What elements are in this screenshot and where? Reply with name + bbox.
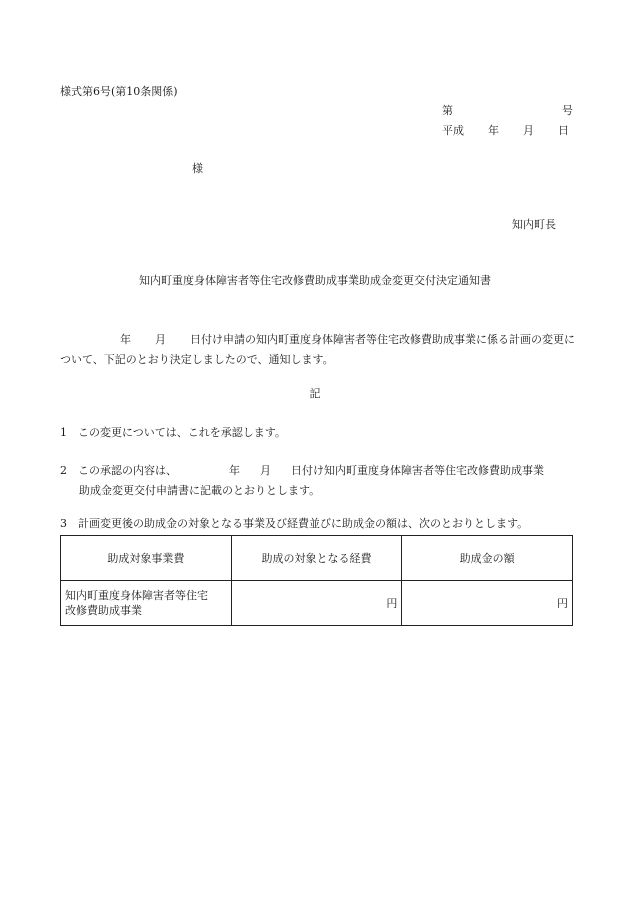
expense-cell: 円 bbox=[231, 581, 402, 626]
intro-text: 日付け申請の知内町重度身体障害者等住宅改修費助成事業に係る計画の変更について、下記のとおり決定しましたので、通知します。 bbox=[60, 333, 575, 366]
addressee-suffix: 様 bbox=[192, 162, 203, 175]
table-header-row bbox=[61, 536, 573, 581]
item-2 bbox=[60, 461, 544, 501]
project-name-line2: 改修費助成事業 bbox=[65, 604, 142, 617]
intro-paragraph bbox=[60, 330, 580, 370]
item-2-rest: 日付け知内町重度身体障害者等住宅改修費助成事業 bbox=[291, 464, 544, 477]
document-number-suffix: 号 bbox=[562, 104, 573, 117]
project-name-cell bbox=[61, 581, 232, 626]
header-eligible-expense: 助成の対象となる経費 bbox=[231, 536, 402, 581]
date-month: 月 bbox=[523, 124, 534, 137]
grant-table bbox=[60, 535, 573, 626]
intro-year: 年 bbox=[120, 333, 131, 346]
date-era: 平成 bbox=[442, 124, 464, 137]
form-number: 様式第6号(第10条関係) bbox=[60, 85, 178, 98]
item-2-year: 年 bbox=[229, 464, 240, 477]
project-name-line1: 知内町重度身体障害者等住宅 bbox=[65, 589, 208, 602]
item-1: 1 この変更については、これを承認します。 bbox=[60, 426, 286, 439]
item-3: 3 計画変更後の助成金の対象となる事業及び経費並びに助成金の額は、次のとおりとします。 bbox=[60, 517, 529, 530]
date-day: 日 bbox=[558, 124, 569, 137]
document-number-prefix: 第 bbox=[442, 104, 453, 117]
document-title: 知内町重度身体障害者等住宅改修費助成事業助成金変更交付決定通知書 bbox=[139, 274, 491, 287]
header-grant-amount: 助成金の額 bbox=[402, 536, 573, 581]
date-year: 年 bbox=[488, 124, 499, 137]
item-2-line2: 助成金変更交付申請書に記載のとおりとします。 bbox=[79, 484, 321, 497]
ki-heading: 記 bbox=[309, 387, 321, 400]
table-row bbox=[61, 581, 573, 626]
amount-cell: 円 bbox=[402, 581, 573, 626]
intro-month: 月 bbox=[155, 333, 166, 346]
issuer: 知内町長 bbox=[512, 218, 556, 231]
item-2-month: 月 bbox=[260, 464, 271, 477]
issue-date bbox=[442, 124, 569, 138]
item-2-lead: 2 この承認の内容は、 bbox=[60, 464, 177, 477]
header-project-cost: 助成対象事業費 bbox=[61, 536, 232, 581]
